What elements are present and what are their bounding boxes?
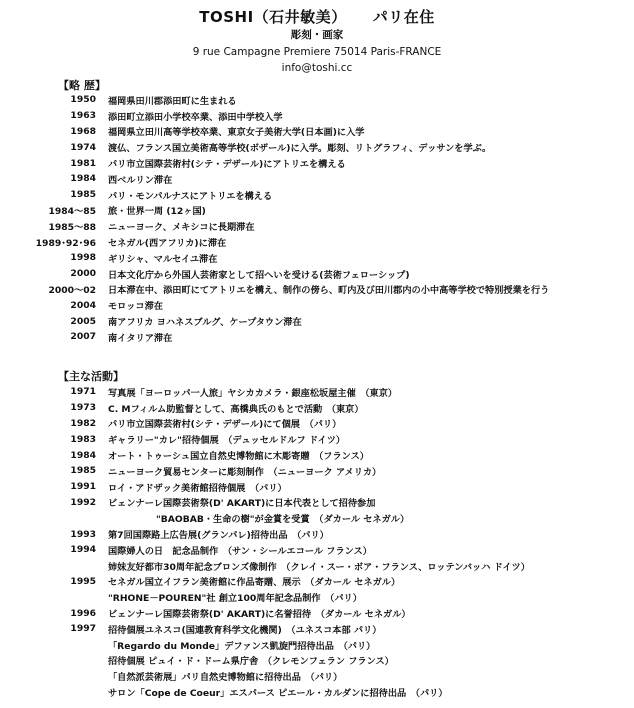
item-year: 2007 <box>70 331 96 343</box>
item-text: 姉妹友好都市30周年記念ブロンズ像制作 （クレイ・スー・ボア・フランス、ロッテンバッハ ドイツ） <box>108 561 530 573</box>
list-item <box>0 542 634 558</box>
list-item <box>0 203 634 219</box>
list-item <box>0 668 634 684</box>
list-item <box>0 653 634 669</box>
artist-title <box>0 7 634 27</box>
list-item <box>0 234 634 250</box>
list-item <box>0 463 634 479</box>
list-item <box>0 589 634 605</box>
artist-address: 9 rue Campagne Premiere 75014 Paris-FRANCE <box>192 46 442 58</box>
item-year: 1996 <box>70 607 96 619</box>
item-text: パリ・モンパルナスにアトリエを構える <box>108 190 273 202</box>
list-item <box>0 108 634 124</box>
item-text: 国際婦人の日 記念品制作 （サン・シールエコール フランス） <box>108 545 372 557</box>
item-text: 福岡県田川郡添田町に生まれる <box>108 95 237 107</box>
list-item <box>0 171 634 187</box>
item-year: 1991 <box>70 481 96 493</box>
artist-location: パリ在住 <box>372 8 435 26</box>
list-item <box>0 139 634 155</box>
item-year: 1985 <box>70 189 96 201</box>
item-text: パリ市立国際芸術村(シテ・デザール)にアトリエを構える <box>108 159 346 171</box>
list-item <box>0 124 634 140</box>
item-text: "RHONE－POUREN"社 創立100周年記念品制作 （パリ） <box>108 593 362 605</box>
header <box>0 0 634 76</box>
item-text: 写真展「ヨーロッパ一人旅」ヤシカカメラ・銀座松坂屋主催 （東京） <box>108 387 398 399</box>
artist-email: info@toshi.cc <box>281 62 353 74</box>
item-text: セネガル国立イフラン美術館に作品寄贈、展示 （ダカール セネガル） <box>108 577 401 589</box>
item-year: 1994 <box>70 544 96 556</box>
activities-list <box>0 384 634 700</box>
item-year: 1998 <box>70 252 96 264</box>
item-year: 1974 <box>70 141 96 153</box>
item-text: モロッコ滞在 <box>108 301 163 313</box>
item-year: 1950 <box>70 94 96 106</box>
item-year: 1981 <box>70 157 96 169</box>
list-item <box>0 266 634 282</box>
item-year: 1971 <box>70 386 96 398</box>
list-item <box>0 526 634 542</box>
item-year: 1968 <box>70 125 96 137</box>
item-text: 日本文化庁から外国人芸術家として招へいを受ける(芸術フェローシップ) <box>108 269 410 281</box>
list-item <box>0 447 634 463</box>
list-item <box>0 479 634 495</box>
item-text: 第7回国際路上広告展(グランパレ)招待出品 （パリ） <box>108 530 329 542</box>
item-text: ロイ・アドザック美術館招待個展 （パリ） <box>108 482 287 494</box>
item-text: ギャラリー"カレ"招待個展 （デュッセルドルフ ドイツ） <box>108 435 346 447</box>
item-year: 2000 <box>70 268 96 280</box>
item-year: 1982 <box>70 417 96 429</box>
item-year: 1989･92･96 <box>35 238 96 250</box>
item-year: 1992 <box>70 496 96 508</box>
item-year: 1993 <box>70 528 96 540</box>
item-year: 2000～02 <box>48 285 96 297</box>
item-year: 2005 <box>70 315 96 327</box>
list-item <box>0 218 634 234</box>
item-year: 1984 <box>70 449 96 461</box>
item-text: ビェンナーレ国際芸術祭(D' AKART)に名誉招待 （ダカール セネガル） <box>108 609 411 621</box>
list-item <box>0 431 634 447</box>
activities-heading: 【主な活動】 <box>58 370 124 383</box>
item-text: 添田町立添田小学校卒業、添田中学校入学 <box>108 111 283 123</box>
item-text: 「Regardo du Monde」デファンス凱旋門招待出品 （パリ） <box>108 640 376 652</box>
list-item <box>0 637 634 653</box>
list-item <box>0 250 634 266</box>
item-text: 南アフリカ ヨハネスブルグ、ケープタウン滞在 <box>108 317 302 329</box>
item-year: 1963 <box>70 110 96 122</box>
list-item <box>0 282 634 298</box>
list-item <box>0 187 634 203</box>
list-item <box>0 384 634 400</box>
list-item <box>0 416 634 432</box>
list-item <box>0 495 634 511</box>
item-text: 南イタリア滞在 <box>108 332 173 344</box>
list-item <box>0 92 634 108</box>
list-item <box>0 297 634 313</box>
list-item <box>0 329 634 345</box>
item-text: C. Mフィルム助監督として、高橋典氏のもとで活動 （東京） <box>108 403 364 415</box>
biography-heading: 【略 歴】 <box>58 79 106 92</box>
list-item <box>0 621 634 637</box>
list-item <box>0 574 634 590</box>
item-year: 2004 <box>70 299 96 311</box>
item-text: "BAOBAB・生命の樹"が金賞を受賞 （ダカール セネガル） <box>156 514 410 526</box>
item-text: セネガル(西アフリカ)に滞在 <box>108 238 227 250</box>
artist-name: TOSHI（石井敏美） <box>199 8 347 26</box>
item-text: ギリシャ、マルセイユ滞在 <box>108 253 218 265</box>
item-text: 渡仏、フランス国立美術高等学校(ボザール)に入学。彫刻、リトグラフィ、デッサンを学ぶ。 <box>108 143 492 155</box>
item-text: 旅・世界一周 (12ヶ国) <box>108 206 206 218</box>
list-item <box>0 605 634 621</box>
biography-list <box>0 92 634 345</box>
list-item <box>0 155 634 171</box>
item-text: ニューヨーク貿易センターに彫刻制作 （ニューヨーク アメリカ） <box>108 466 382 478</box>
item-text: 福岡県立田川高等学校卒業、東京女子美術大学(日本画)に入学 <box>108 127 365 139</box>
item-year: 1984～85 <box>48 206 96 218</box>
item-year: 1983 <box>70 433 96 445</box>
list-item <box>0 558 634 574</box>
list-item <box>0 313 634 329</box>
item-text: サロン「Cope de Coeur」エスパース ピエール・カルダンに招待出品 （パリ） <box>108 688 448 700</box>
item-text: オート・トゥーシュ国立自然史博物館に木彫寄贈 （フランス） <box>108 451 369 463</box>
item-text: 西ベルリン滞在 <box>108 174 173 186</box>
item-year: 1985 <box>70 465 96 477</box>
item-text: 「自然派芸術展」パリ自然史博物館に招待出品 （パリ） <box>108 672 343 684</box>
item-text: パリ市立国際芸術村(シテ・デザール)にて個展 （パリ） <box>108 419 342 431</box>
item-year: 1973 <box>70 402 96 414</box>
item-text: 日本滞在中、添田町にてアトリエを構え、制作の傍ら、町内及び田川郡内の小中高等学校で特別授業を行う <box>108 285 550 297</box>
item-text: ニューヨーク、メキシコに長期滞在 <box>108 222 255 234</box>
item-text: 招待個展 ピュイ・ド・ドーム県庁舎 （クレモンフェラン フランス） <box>108 656 394 668</box>
item-year: 1995 <box>70 575 96 587</box>
list-item <box>0 510 634 526</box>
item-text: ビェンナーレ国際芸術祭(D' AKART)に日本代表として招待参加 <box>108 498 376 510</box>
list-item <box>0 684 634 700</box>
item-year: 1985～88 <box>48 222 96 234</box>
artist-profession: 彫刻・画家 <box>290 29 344 41</box>
item-year: 1997 <box>70 623 96 635</box>
item-text: 招待個展ユネスコ(国連教育科学文化機関) （ユネスコ本部 パリ） <box>108 624 382 636</box>
item-year: 1984 <box>70 173 96 185</box>
list-item <box>0 400 634 416</box>
